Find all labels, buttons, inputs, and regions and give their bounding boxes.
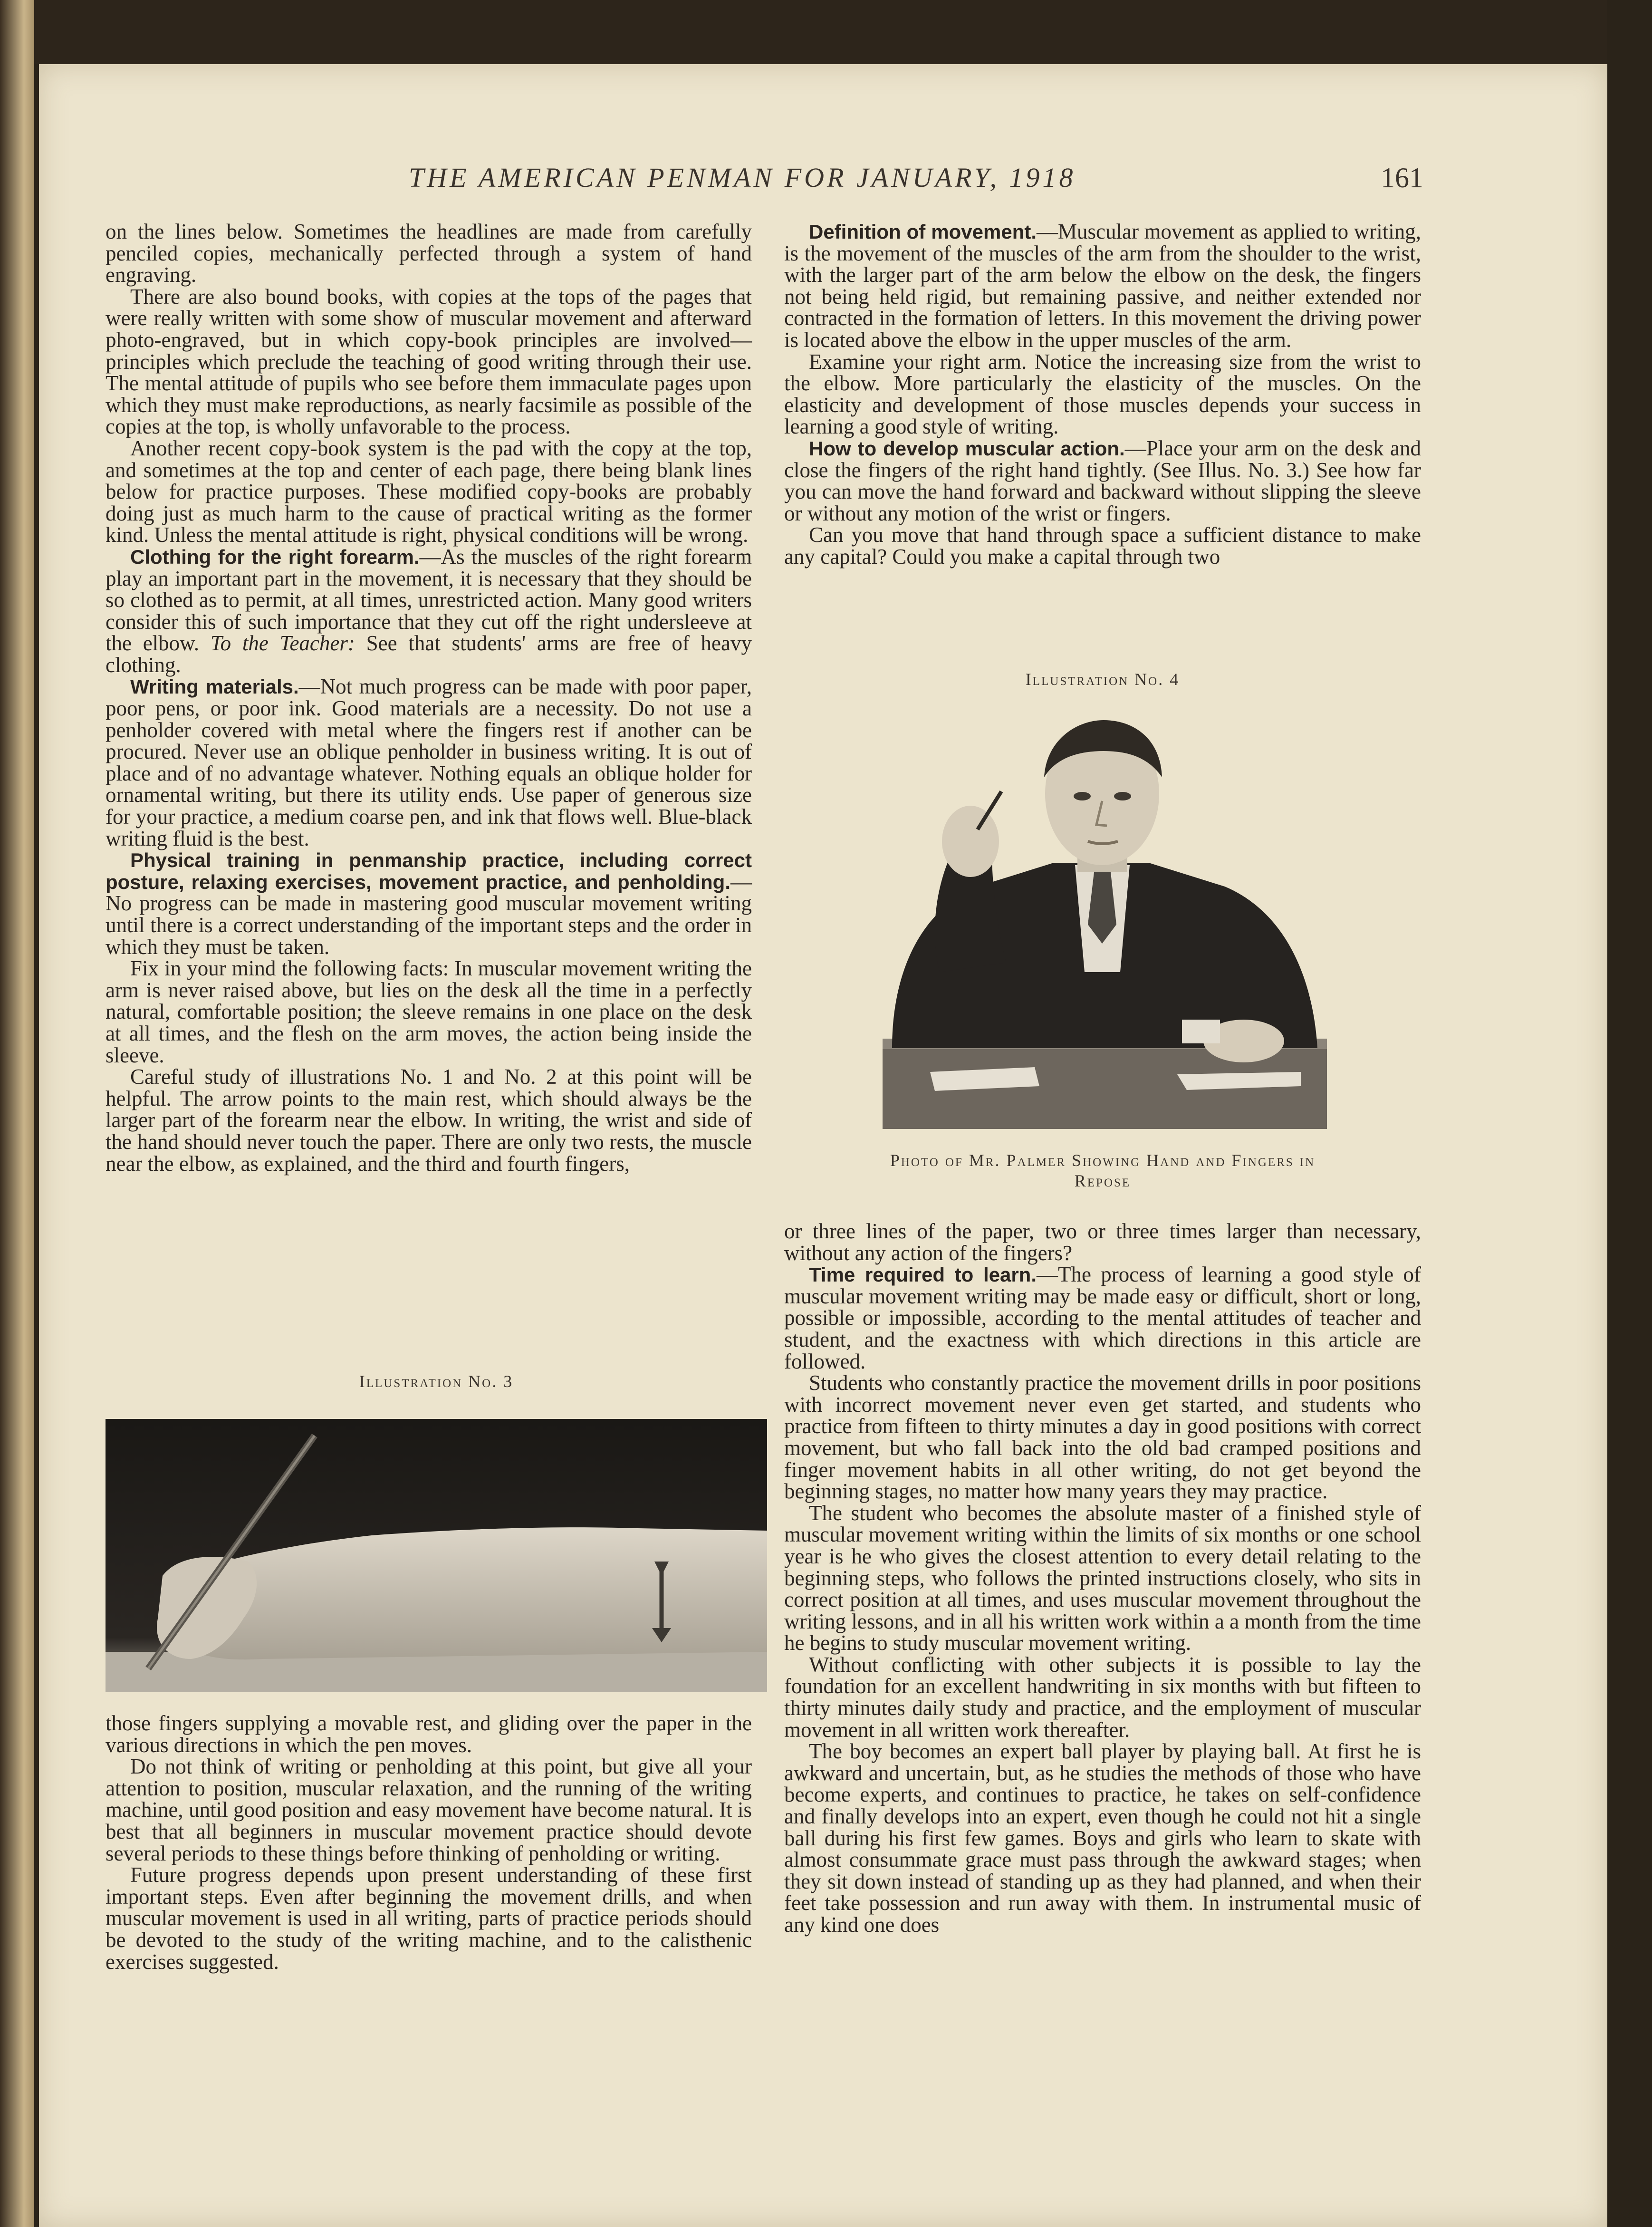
section-heading: How to develop muscular action. — [809, 437, 1125, 460]
paragraph: Clothing for the right forearm.—As the muscles of the right forearm play an important part in the movement, it is necessary that they should be so clothed as to permit, at all times, unrestricted action. Many good writers consider this of such importance that they cut off the right undersleeve at the elbow. To the Teacher: See that students' arms are free of heavy clothing. — [106, 544, 752, 677]
right-column-lower — [784, 1221, 1421, 1936]
paragraph: Time required to learn.—The process of learning a good style of muscular movement writing may be made easy or difficult, short or long, possible or impossible, according to the mental attitudes of teacher and student, and the exactness with which directions in this article are followed. — [784, 1263, 1421, 1373]
paragraph: Can you move that hand through space a sufficient distance to make any capital? Could you make a capital through two — [784, 523, 1421, 569]
paragraph: Writing materials.—Not much progress can be made with poor paper, poor pens, or poor ink. Good materials are a necessity. Do not use a penholder covered with metal where the fingers rest if another can be procured. Never use an oblique penholder in business writing. It is out of place and of no advantage whatever. Nothing equals an oblique holder for ornamental writing, but there its utility ends. Use paper of generous size for your practice, a medium coarse pen, and ink that flows well. Blue-black writing fluid is the best. — [106, 675, 752, 850]
illustration-4-photo-caption-line2: Repose — [1074, 1171, 1131, 1190]
left-column-lower — [106, 1713, 752, 1973]
paragraph: or three lines of the paper, two or three times larger than necessary, without any action of the fingers? — [784, 1219, 1421, 1265]
illustration-4-caption: Illustration No. 4 — [1025, 670, 1180, 689]
paragraph: Careful study of illustrations No. 1 and No. 2 at this point will be helpful. The arrow points to the main rest, which should always be the larger part of the forearm near the elbow. In writing, the wrist and side of the hand should never touch the paper. There are only two rests, the muscle near the elbow, as explained, and the third and fourth fingers, — [106, 1065, 752, 1176]
paragraph: Without conflicting with other subjects it is possible to lay the foundation for an excellent handwriting in six months with but fifteen to thirty minutes daily study and practice, and the employment of muscular movement in all written work thereafter. — [784, 1652, 1421, 1742]
paragraph: The boy becomes an expert ball player by playing ball. At first he is awkward and uncertain, but, as he studies the methods of those who have become experts, and continues to practice, he takes on self-confidence and finally develops into an expert, even though he could not hit a single ball during his first few games. Boys and girls who learn to skate with almost consummate grace must pass through the awkward stages; when they sit down instead of standing up as they had planned, and when their feet take possession and run away with them. In instrumental music of any kind one does — [784, 1739, 1421, 1937]
paragraph: There are also bound books, with copies at the tops of the pages that were really written with some show of muscular movement and afterward photo-engraved, but in which copy-book principles are involved—principles which preclude the teaching of good writing through their use. The mental attitude of pupils who see before them immaculate pages upon which they must make reproductions, as nearly facsimile as possible of the copies at the top, is wholly unfavorable to the process. — [106, 284, 752, 439]
paragraph: on the lines below. Sometimes the headlines are made from carefully penciled copies, mechanically perfected through a system of hand engraving. — [106, 220, 752, 287]
paragraph: How to develop muscular action.—Place your arm on the desk and close the fingers of the right hand tightly. (See Illus. No. 3.) See how far you can move the hand forward and backward without slipping the sleeve or without any motion of the wrist or fingers. — [784, 436, 1421, 525]
illustration-4-photo — [883, 706, 1327, 1129]
section-heading: Definition of movement. — [809, 221, 1037, 243]
paragraph: Fix in your mind the following facts: In muscular movement writing the arm is never raised above, but lies on the desk all the time in a perfectly natural, comfortable position; the sleeve remains in one place on the desk at all times, and the flesh on the arm moves, the action being inside the sleeve. — [106, 956, 752, 1067]
paragraph: Do not think of writing or penholding at this point, but give all your attention to position, muscular relaxation, and the running of the writing machine, until good position and easy movement have become natural. It is best that all beginners in muscular movement practice should devote several periods to these things before thinking of penholding or writing. — [106, 1755, 752, 1865]
book-gutter — [0, 0, 34, 2227]
paragraph: Physical training in penmanship practice, including correct posture, relaxing exercises, movement practice, and penholding.—No progress can be made in mastering good muscular movement writing until there is a correct understanding of the important steps and the order in which they must be taken. — [106, 849, 752, 959]
left-column-upper — [106, 221, 752, 1175]
section-heading: Clothing for the right forearm. — [130, 545, 420, 568]
illustration-3-caption: Illustration No. 3 — [359, 1372, 514, 1391]
illustration-4-photo-caption-line1: Photo of Mr. Palmer Showing Hand and Fingers in — [890, 1151, 1316, 1170]
page-number: 161 — [1381, 162, 1423, 193]
right-column-upper — [784, 221, 1421, 568]
section-heading: Time required to learn. — [809, 1263, 1037, 1286]
section-heading: Writing materials. — [130, 675, 299, 698]
paragraph: Definition of movement.—Muscular movement as applied to writing, is the movement of the muscles of the arm from the shoulder to the wrist, with the larger part of the arm below the elbow on the desk, the fingers not being held rigid, but remaining passive, and neither extended nor contracted in the formation of letters. In this movement the driving power is located above the elbow in the upper muscles of the arm. — [784, 220, 1421, 352]
paragraph: Students who constantly practice the movement drills in poor positions with incorrect movement never even get started, and students who practice from fifteen to thirty minutes a day in good positions with correct movement, but who fall back into the old bad cramped positions and finger movement habits in all other writing, do not get beyond the beginning stages, no matter how many years they may practice. — [784, 1371, 1421, 1504]
scan-top-border — [34, 0, 1607, 64]
paragraph: Examine your right arm. Notice the increasing size from the wrist to the elbow. More particularly the elasticity of the muscles. On the elasticity and development of those muscles depends your success in learning a good style of writing. — [784, 349, 1421, 439]
paragraph: The student who becomes the absolute master of a finished style of muscular movement writing within the limits of six months or one school year is he who gives the closest attention to every detail relating to the beginning steps, who follows the printed instructions closely, who sits in correct position at all times, and uses muscular movement throughout the writing lessons, and in all his written work within a a month from the time he begins to study muscular movement writing. — [784, 1501, 1421, 1655]
running-title: THE AMERICAN PENMAN FOR JANUARY, 1918 — [409, 162, 1076, 193]
section-heading: Physical training in penmanship practice, including correct posture, relaxing exercises, movement practice, and penholding. — [106, 849, 752, 893]
illustration-3-photo — [106, 1419, 767, 1692]
paragraph: Future progress depends upon present understanding of these first important steps. Even after beginning the movement drills, and when muscular movement is used in all writing, parts of practice periods should be devoted to the study of the writing machine, and to the calisthenic exercises suggested. — [106, 1863, 752, 1974]
scan-right-border — [1607, 0, 1652, 2227]
paragraph: Another recent copy-book system is the pad with the copy at the top, and sometimes at the top and center of each page, there being blank lines below for practice purposes. These modified copy-books are probably doing just as much harm to the cause of practical writing as the former kind. Unless the mental attitude is right, physical conditions will be wrong. — [106, 436, 752, 547]
paragraph: those fingers supplying a movable rest, and gliding over the paper in the various directions in which the pen moves. — [106, 1711, 752, 1757]
